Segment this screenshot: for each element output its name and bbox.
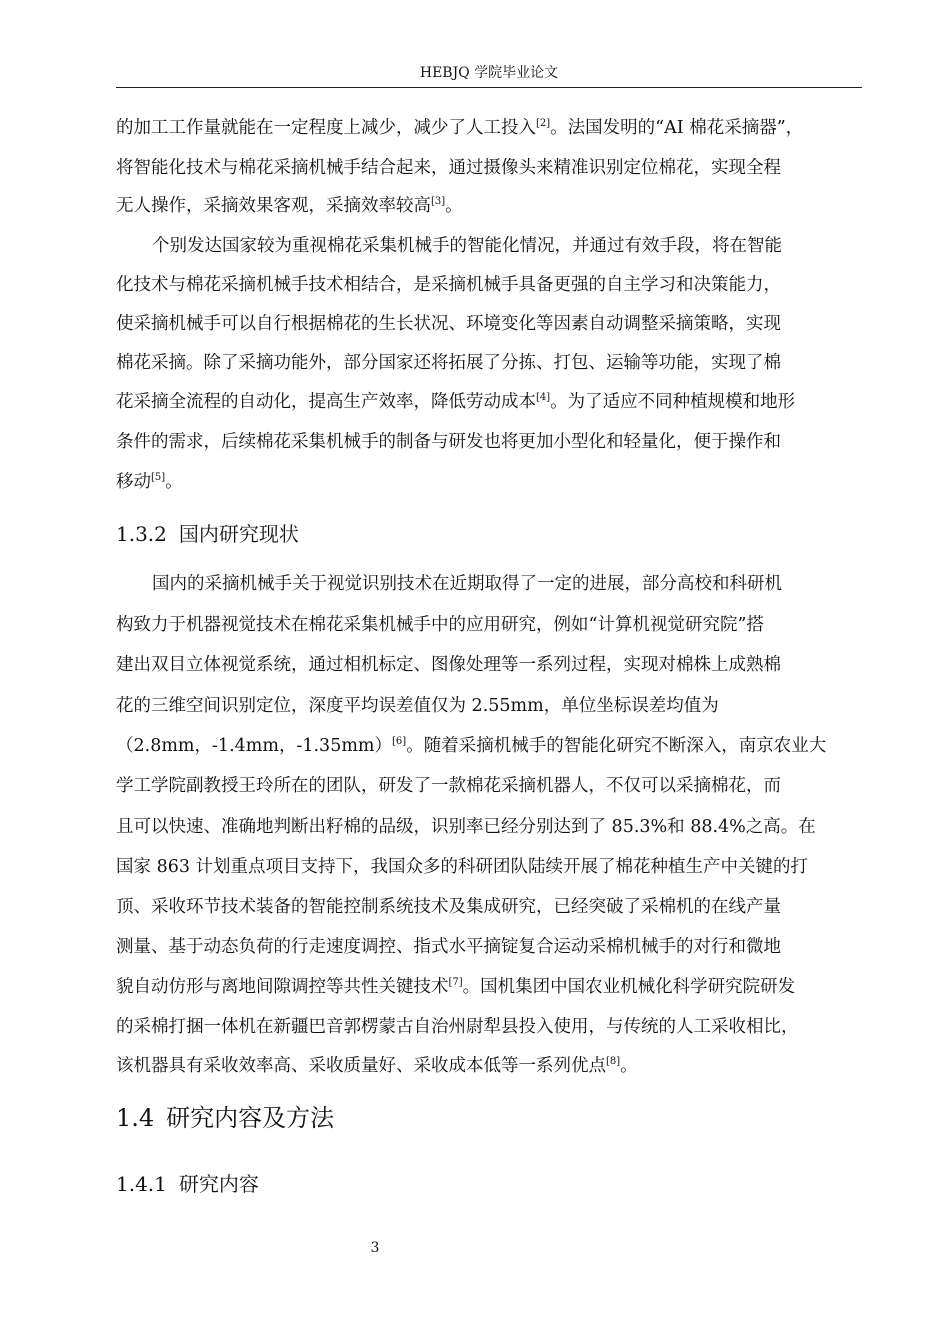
page-header: HEBJQ 学院毕业论文 — [419, 65, 559, 81]
para3-line2: 构致力于机器视觉技术在棉花采集机械手中的应用研究，例如“计算机视觉研究院”搭 — [116, 615, 764, 635]
section-heading-1-3-2 — [116, 520, 299, 548]
citation: [8] — [606, 1056, 621, 1067]
text: 的加工工作量就能在一定程度上减少，减少了人工投入 — [116, 118, 536, 138]
para1-line3 — [116, 194, 463, 218]
text: 。国机集团中国农业机械化科学研究院研发 — [462, 977, 796, 997]
text: 移动 — [116, 472, 151, 492]
text: 。 — [620, 1056, 638, 1076]
text: 。为了适应不同种植规模和地形 — [550, 392, 796, 412]
para2-line7 — [116, 470, 183, 494]
page-number: 3 — [370, 1240, 380, 1256]
para2-line2: 化技术与棉花采摘机械手技术相结合，是采摘机械手具备更强的自主学习和决策能力， — [116, 275, 781, 295]
para3-line8: 国家 863 计划重点项目支持下，我国众多的科研团队陆续开展了棉花种植生产中关键的打 — [116, 857, 809, 877]
para3-line10: 测量、基于动态负荷的行走速度调控、指式水平摘锭复合运动采棉机械手的对行和微地 — [116, 937, 781, 957]
para2-line6: 条件的需求，后续棉花采集机械手的制备与研发也将更加小型化和轻量化，便于操作和 — [116, 432, 781, 452]
para2-line5 — [116, 390, 795, 414]
para3-line12: 的采棉打捆一体机在新疆巴音郭楞蒙古自治州尉犁县投入使用，与传统的人工采收相比， — [116, 1017, 799, 1037]
text: 该机器具有采收效率高、采收质量好、采收成本低等一系列优点 — [116, 1056, 606, 1076]
text: 。 — [445, 196, 463, 216]
text: 貌自动仿形与离地间隙调控等共性关键技术 — [116, 977, 449, 997]
text: 。 — [165, 472, 183, 492]
para3-line9: 顶、采收环节技术装备的智能控制系统技术及集成研究，已经突破了采棉机的在线产量 — [116, 897, 781, 917]
para1-line2: 将智能化技术与棉花采摘机械手结合起来，通过摄像头来精准识别定位棉花，实现全程 — [116, 158, 781, 178]
para3-line13 — [116, 1054, 638, 1078]
section-heading-1-4 — [116, 1102, 334, 1134]
para3-line4: 花的三维空间识别定位，深度平均误差值仅为 2.55mm，单位坐标误差均值为 — [116, 696, 719, 716]
para2-line4: 棉花采摘。除了采摘功能外，部分国家还将拓展了分拣、打包、运输等功能，实现了棉 — [116, 353, 781, 373]
text: 花采摘全流程的自动化，提高生产效率，降低劳动成本 — [116, 392, 536, 412]
section-title: 研究内容及方法 — [166, 1104, 335, 1132]
section-title: 国内研究现状 — [178, 522, 299, 546]
citation: [2] — [536, 118, 551, 129]
para3-line6: 学工学院副教授王玲所在的团队，研发了一款棉花采摘机器人，不仅可以采摘棉花，而 — [116, 776, 781, 796]
citation: [7] — [448, 977, 463, 988]
para3-line3: 建出双目立体视觉系统，通过相机标定、图像处理等一系列过程，实现对棉株上成熟棉 — [116, 655, 781, 675]
citation: [5] — [151, 472, 166, 483]
header-divider — [116, 87, 862, 88]
section-number: 1.3.2 — [116, 522, 167, 546]
section-number: 1.4 — [116, 1104, 155, 1132]
para3-line11 — [116, 975, 795, 999]
para1-line1 — [116, 116, 803, 140]
para3-line5 — [116, 734, 826, 758]
citation: [4] — [536, 392, 551, 403]
citation: [3] — [431, 196, 446, 207]
para2-line3: 使采摘机械手可以自行根据棉花的生长状况、环境变化等因素自动调整采摘策略，实现 — [116, 314, 781, 334]
text: 无人操作，采摘效果客观，采摘效率较高 — [116, 196, 431, 216]
para3-line1: 国内的采摘机械手关于视觉识别技术在近期取得了一定的进展，部分高校和科研机 — [152, 574, 782, 594]
text: （2.8mm，-1.4mm，-1.35mm） — [116, 736, 393, 756]
section-title: 研究内容 — [178, 1172, 259, 1196]
text: 。随着采摘机械手的智能化研究不断深入，南京农业大 — [406, 736, 827, 756]
citation: [6] — [392, 736, 407, 747]
para2-line1: 个别发达国家较为重视棉花采集机械手的智能化情况，并通过有效手段，将在智能 — [152, 236, 782, 256]
text: 。法国发明的“AI 棉花采摘器”， — [550, 118, 804, 138]
section-number: 1.4.1 — [116, 1172, 167, 1196]
para3-line7: 且可以快速、准确地判断出籽棉的品级，识别率已经分别达到了 85.3%和 88.4%之高。在 — [116, 817, 816, 837]
section-heading-1-4-1 — [116, 1170, 259, 1198]
